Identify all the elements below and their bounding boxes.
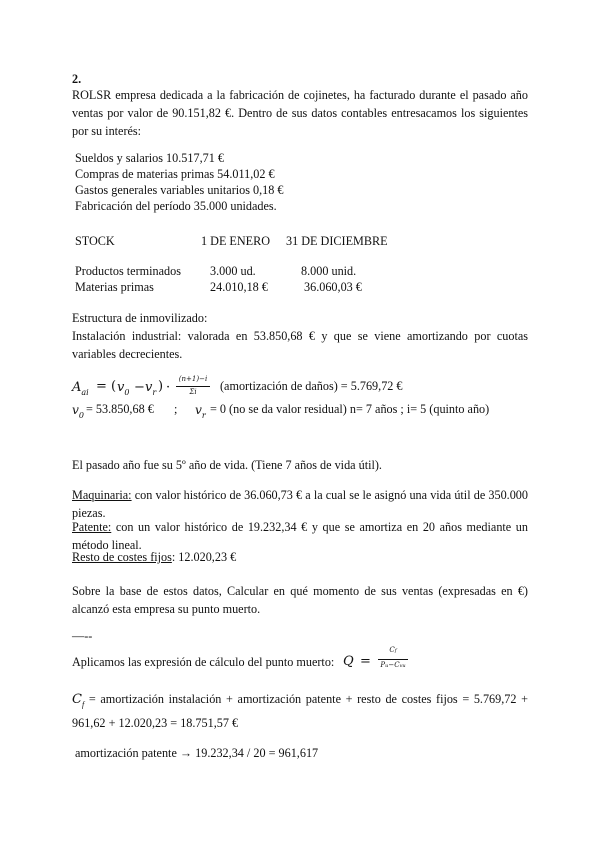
patente-label: Patente: [72, 520, 112, 534]
maquinaria-paragraph: Maquinaria: con valor histórico de 36.060,73 € a la cual se le asignó una vida útil de 350.000 piezas. [72, 488, 528, 520]
q-equals: = [360, 654, 371, 669]
resto-paragraph: Resto de costes fijos: 12.020,23 € [72, 550, 237, 564]
separator-dashes: —-- [72, 629, 93, 643]
stock-row-label: Materias primas [75, 280, 154, 294]
vida-text: El pasado año fue su 5º año de vida. (Tiene 7 años de vida útil). [72, 458, 382, 472]
aplicamos-text: Aplicamos las expresión de cálculo del punto muerto: [72, 655, 335, 669]
formula-open: = ( [96, 379, 117, 394]
formula-v0: $v_0$ [117, 380, 130, 397]
cf-symbol: C [72, 692, 82, 707]
data-line-compras: Compras de materias primas 54.011,02 € [75, 167, 275, 181]
v0-value: = 53.850,68 € [86, 402, 154, 416]
data-line-gastos: Gastos generales variables unitarios 0,18 € [75, 183, 284, 197]
stock-row-value: 3.000 ud. [210, 264, 256, 278]
stock-row-label: Productos terminados [75, 264, 181, 278]
stock-header-stock: STOCK [75, 234, 115, 248]
formula-fraction-line [176, 386, 210, 387]
vr-symbol: $v_r$ [195, 403, 206, 420]
formula-a-symbol: $A_{ai}$ [72, 380, 89, 397]
stock-row-value: 36.060,03 € [304, 280, 362, 294]
formula-numerator: (n+1)−i [178, 375, 208, 383]
question-paragraph: Sobre la base de estos datos, Calcular en qué momento de sus ventas (expresadas en €) alcanzó esta empresa su punto muerto. [72, 584, 528, 616]
resto-label: Resto de costes fijos [72, 550, 172, 564]
q-denominator: Pu−Cvu [380, 661, 406, 669]
intro-paragraph: ROLSR empresa dedicada a la fabricación de cojinetes, ha facturado durante el pasado año ventas por valor de 90.151,82 €. Dentro de sus datos contables entresacamos los siguientes por su interés: [72, 88, 528, 138]
amortizacion-patente-line: amortización patente → 19.232,34 / 20 = 961,617 [75, 746, 319, 760]
instalacion-paragraph: Instalación industrial: valorada en 53.850,68 € y que se viene amortizando por cuotas variables decrecientes. [72, 329, 528, 361]
stock-row-value: 8.000 unid. [301, 264, 357, 278]
inmovilizado-title: Estructura de inmovilizado: [72, 311, 208, 325]
data-line-sueldos: Sueldos y salarios 10.517,71 € [75, 151, 224, 165]
stock-row-value: 24.010,18 € [210, 280, 268, 294]
v0-symbol: $v_0$ [72, 403, 84, 420]
formula-denominator: Σi [189, 388, 197, 396]
maquinaria-label: Maquinaria: [72, 488, 132, 502]
formula-vr: $v_r$ [145, 380, 157, 397]
values-rest: = 0 (no se da valor residual) n= 7 años ; i= 5 (quinto año) [210, 402, 490, 416]
q-numerator: Cf [389, 646, 397, 654]
formula-close: ) [158, 379, 164, 394]
q-fraction-line [378, 659, 408, 660]
data-line-fabricacion: Fabricación del período 35.000 unidades. [75, 199, 277, 213]
formula-minus: − [134, 380, 145, 395]
patente-paragraph: Patente: con un valor histórico de 19.232,34 € y que se amortiza en 20 años mediante un método lineal. [72, 520, 528, 552]
stock-header-diciembre: 31 DE DICIEMBRE [286, 234, 388, 248]
values-separator: ; [174, 402, 178, 416]
q-symbol: Q [343, 654, 354, 669]
cf-paragraph: $C_f$ = amortización instalación + amortización patente + resto de costes fijos = 5.769,72 + 961,62 + 12.020,23 = 18.751,57 € [72, 692, 528, 730]
formula-dot: · [166, 380, 171, 395]
stock-header-enero: 1 DE ENERO [201, 234, 271, 248]
formula-note: (amortización de daños) = 5.769,72 € [220, 379, 403, 393]
exercise-number: 2. [72, 72, 82, 86]
